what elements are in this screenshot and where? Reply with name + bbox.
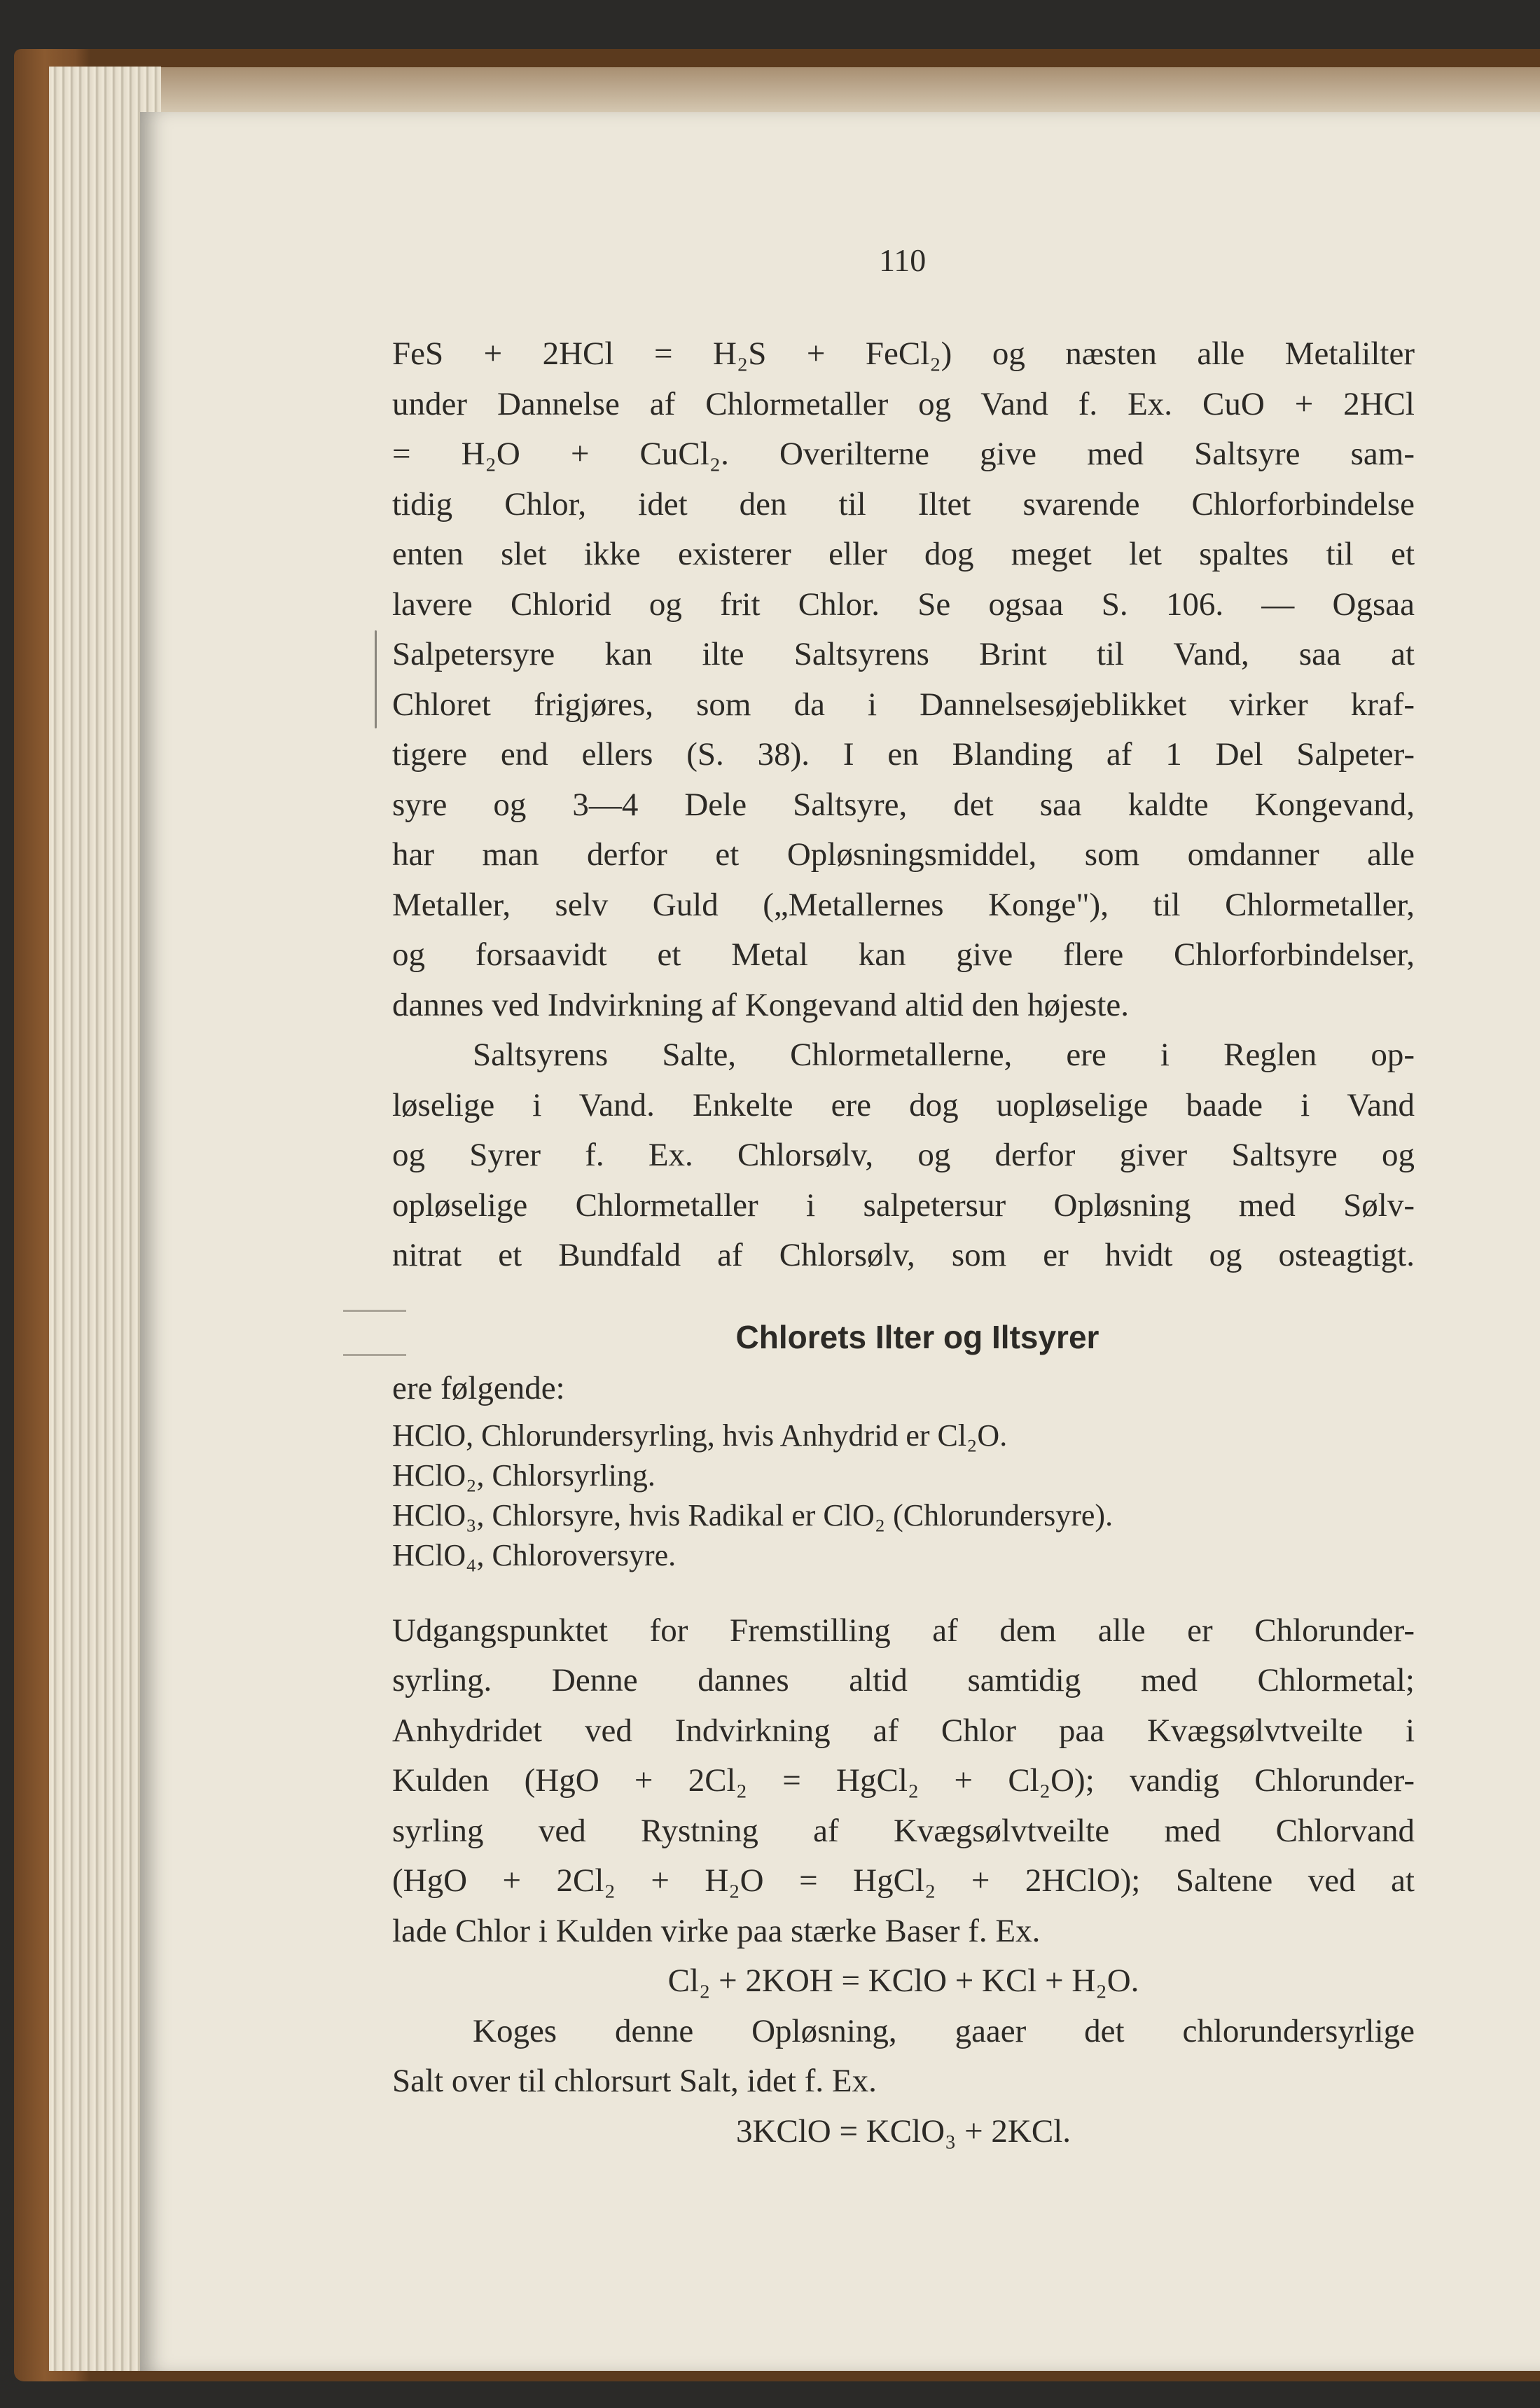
text-line: Saltsyrens Salte, Chlormetallerne, ere i Reglen op- xyxy=(473,1037,1415,1073)
list-item: HClO₄, Chloroversyre. xyxy=(392,1537,677,1572)
text-line: Salpetersyre kan ilte Saltsyrens Brint til Vand, saa at xyxy=(392,636,1415,672)
text-line: FeS + 2HCl = H₂S + FeCl₂) og næsten alle Metalilter xyxy=(392,335,1415,372)
equation: Cl₂ + 2KOH = KClO + KCl + H₂O. xyxy=(667,1963,1139,1999)
equation: 3KClO = KClO₃ + 2KCl. xyxy=(735,2112,1071,2150)
text-line: enten slet ikke existerer eller dog meget let spaltes til et xyxy=(392,536,1415,572)
text-line: Chloret frigjøres, som da i Dannelsesøjeblikket virker kraf- xyxy=(392,686,1415,723)
text-line: og Syrer f. Ex. Chlorsølv, og derfor giver Saltsyre og xyxy=(392,1137,1415,1173)
text-line: dannes ved Indvirkning af Kongevand altid den højeste. xyxy=(392,986,1129,1023)
list-item: HClO, Chlorundersyrling, hvis Anhydrid er Cl₂O. xyxy=(392,1418,1008,1453)
text-line: Anhydridet ved Indvirkning af Chlor paa Kvægsølvtveilte i xyxy=(392,1712,1415,1749)
text-line: syrling ved Rystning af Kvægsølvtveilte med Chlorvand xyxy=(392,1812,1415,1849)
intro-line: ere følgende: xyxy=(392,1369,565,1406)
text-line: har man derfor et Opløsningsmiddel, som omdanner alle xyxy=(392,836,1415,873)
text-line: Udgangspunktet for Fremstilling af dem alle er Chlorunder- xyxy=(392,1612,1415,1649)
acid-list xyxy=(392,1416,1415,1575)
page-top-edge xyxy=(56,67,1540,116)
text-line: tigere end ellers (S. 38). I en Blanding af 1 Del Salpeter- xyxy=(392,736,1415,773)
text-line: syrling. Denne dannes altid samtidig med Chlormetal; xyxy=(392,1662,1415,1698)
text-line: nitrat et Bundfald af Chlorsølv, som er hvidt og osteagtigt. xyxy=(392,1237,1415,1273)
paragraph-3 xyxy=(392,1606,1415,1957)
paragraph-4 xyxy=(392,2007,1415,2107)
paragraph-1 xyxy=(392,329,1415,1030)
paragraph-2 xyxy=(392,1030,1415,1281)
text-line: Metaller, selv Guld („Metallernes Konge"), til Chlormetaller, xyxy=(392,886,1415,923)
section-heading: Chlorets Ilter og Iltsyrer xyxy=(735,1318,1099,1355)
text-line: under Dannelse af Chlormetaller og Vand f. Ex. CuO + 2HCl xyxy=(392,385,1415,422)
text-line: opløselige Chlormetaller i salpetersur Opløsning med Sølv- xyxy=(392,1186,1415,1224)
pencil-margin-line xyxy=(375,630,377,728)
text-line: Salt over til chlorsurt Salt, idet f. Ex. xyxy=(392,2063,877,2099)
text-line: Kulden (HgO + 2Cl₂ = HgCl₂ + Cl₂O); vandig Chlorunder- xyxy=(392,1762,1415,1799)
spacer xyxy=(392,1281,1415,1309)
text-block xyxy=(392,329,1415,2157)
text-line: tidig Chlor, idet den til Iltet svarende Chlorforbindelse xyxy=(392,485,1415,523)
page-number: 110 xyxy=(879,242,927,278)
text-line: (HgO + 2Cl₂ + H₂O = HgCl₂ + 2HClO); Saltene ved at xyxy=(392,1862,1415,1899)
text-line: syre og 3—4 Dele Saltsyre, det saa kaldte Kongevand, xyxy=(392,786,1415,823)
list-item: HClO₂, Chlorsyrling. xyxy=(392,1458,655,1493)
spacer xyxy=(392,1575,1415,1606)
text-line: lavere Chlorid og frit Chlor. Se ogsaa S. 106. — Ogsaa xyxy=(392,586,1415,623)
text-line: = H₂O + CuCl₂. Overilterne give med Saltsyre sam- xyxy=(392,436,1415,472)
list-item: HClO₃, Chlorsyre, hvis Radikal er ClO₂ (Chlorundersyre). xyxy=(392,1497,1114,1532)
text-line: løselige i Vand. Enkelte ere dog uopløselige baade i Vand xyxy=(392,1086,1415,1123)
text-line: Koges denne Opløsning, gaaer det chlorundersyrlige xyxy=(473,2012,1415,2049)
text-line: og forsaavidt et Metal kan give flere Chlorforbindelser, xyxy=(392,936,1415,973)
text-line: lade Chlor i Kulden virke paa stærke Baser f. Ex. xyxy=(392,1912,1041,1949)
